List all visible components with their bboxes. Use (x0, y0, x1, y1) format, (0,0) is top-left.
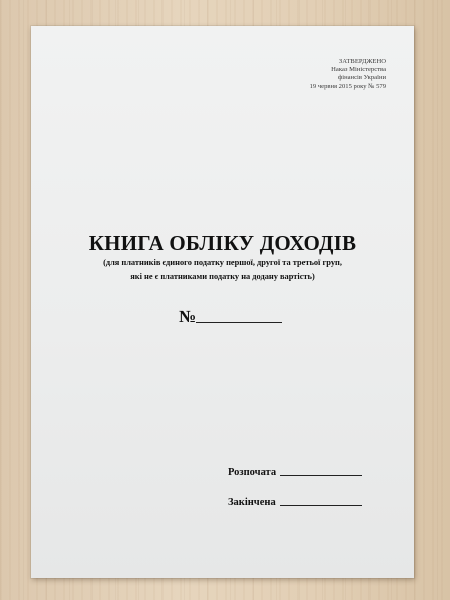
started-date-row (228, 467, 362, 479)
approval-stamp-text (310, 58, 386, 91)
finished-date-blank (280, 504, 362, 506)
started-label: Розпочата (228, 467, 277, 478)
approval-ministry: фінансів України (337, 74, 386, 82)
title-block (31, 231, 414, 282)
ledger-number-blank (196, 321, 282, 323)
document-subtitle-line-1: (для платників єдиного податку першої, другої та третьої груп, (103, 258, 342, 267)
ledger-number-row (179, 308, 282, 326)
approval-order: Наказ Міністерства (331, 66, 386, 74)
finished-date-row (228, 497, 362, 509)
started-date-blank (280, 474, 362, 476)
approval-date: 19 червня 2015 року № 579 (309, 82, 386, 90)
document-subtitle-line-2: які не є платниками податку на додану вартість) (130, 271, 315, 281)
approval-heading: ЗАТВЕРДЖЕНО (338, 58, 386, 65)
finished-label: Закінчена (228, 497, 276, 508)
number-sign: № (179, 307, 197, 326)
document-title: КНИГА ОБЛІКУ ДОХОДІВ (88, 231, 357, 255)
income-ledger-cover (31, 26, 414, 578)
